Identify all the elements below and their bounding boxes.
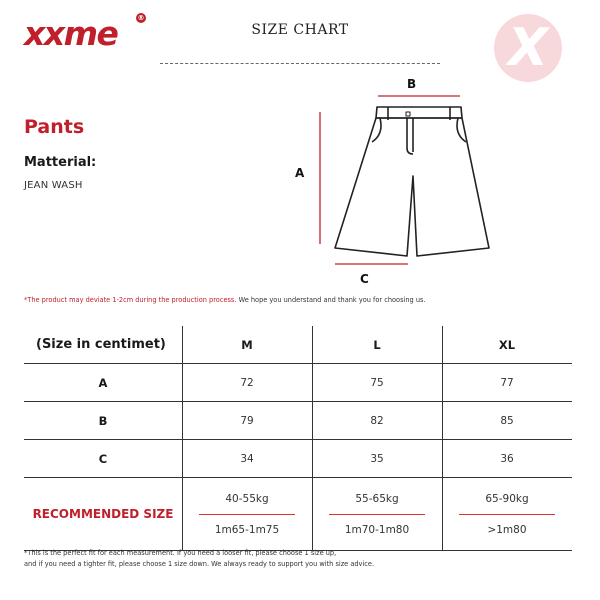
diagram-label-a: A — [295, 166, 305, 180]
recommended-cell-xl — [442, 478, 572, 550]
height-range: >1m80 — [487, 523, 527, 536]
table-header-label: (Size in centimet) — [36, 337, 166, 352]
weight-range: 65-90kg — [485, 492, 529, 505]
pants-diagram — [280, 72, 520, 292]
row-label-a: A — [98, 375, 108, 390]
material-label: Matterial: — [24, 155, 97, 170]
size-header-xl: XL — [498, 337, 516, 352]
recommended-cell-m — [182, 478, 312, 550]
table-cell: 77 — [500, 376, 514, 389]
row-label-b: B — [98, 413, 108, 428]
table-cell: 35 — [370, 452, 384, 465]
table-row — [24, 440, 572, 478]
pants-icon — [335, 107, 489, 256]
weight-range: 55-65kg — [355, 492, 399, 505]
height-range: 1m65-1m75 — [214, 523, 280, 536]
table-cell: 72 — [240, 376, 254, 389]
title-divider — [160, 63, 440, 64]
size-header-l: L — [373, 337, 381, 352]
product-name: Pants — [24, 116, 85, 138]
deviation-note: *The product may deviate 1-2cm during the production process. We hope you understand and thank you for choosing us. — [24, 296, 426, 304]
height-range: 1m70-1m80 — [344, 523, 410, 536]
table-header-row — [24, 326, 572, 364]
table-row — [24, 402, 572, 440]
table-cell: 75 — [370, 376, 384, 389]
registered-mark-icon: ® — [137, 14, 145, 22]
diagram-label-c: C — [360, 272, 369, 286]
fit-note — [24, 548, 374, 570]
fit-note-line: and if you need a tighter fit, please choose 1 size down. We always ready to support you with size advice. — [24, 560, 375, 568]
table-cell: 79 — [240, 414, 254, 427]
table-cell: 36 — [500, 452, 514, 465]
page-title: SIZE CHART — [251, 22, 349, 38]
row-label-c: C — [98, 451, 108, 466]
recommended-size-row — [24, 478, 572, 551]
weight-range: 40-55kg — [225, 492, 269, 505]
table-cell: 82 — [370, 414, 384, 427]
fit-note-line: *This is the perfect fit for each measurement. If you need a looser fit, please choose 1 size up, — [24, 549, 337, 557]
recommended-cell-l — [312, 478, 442, 550]
size-table — [24, 326, 572, 551]
size-header-m: M — [241, 337, 253, 352]
table-cell: 85 — [500, 414, 514, 427]
material-value: JEAN WASH — [24, 180, 83, 191]
diagram-label-b: B — [407, 77, 417, 91]
recommended-size-label: RECOMMENDED SIZE — [32, 507, 174, 521]
table-row — [24, 364, 572, 402]
brand-logo: xxme — [24, 14, 118, 53]
table-cell: 34 — [240, 452, 254, 465]
brand-badge-icon: X — [494, 14, 562, 82]
